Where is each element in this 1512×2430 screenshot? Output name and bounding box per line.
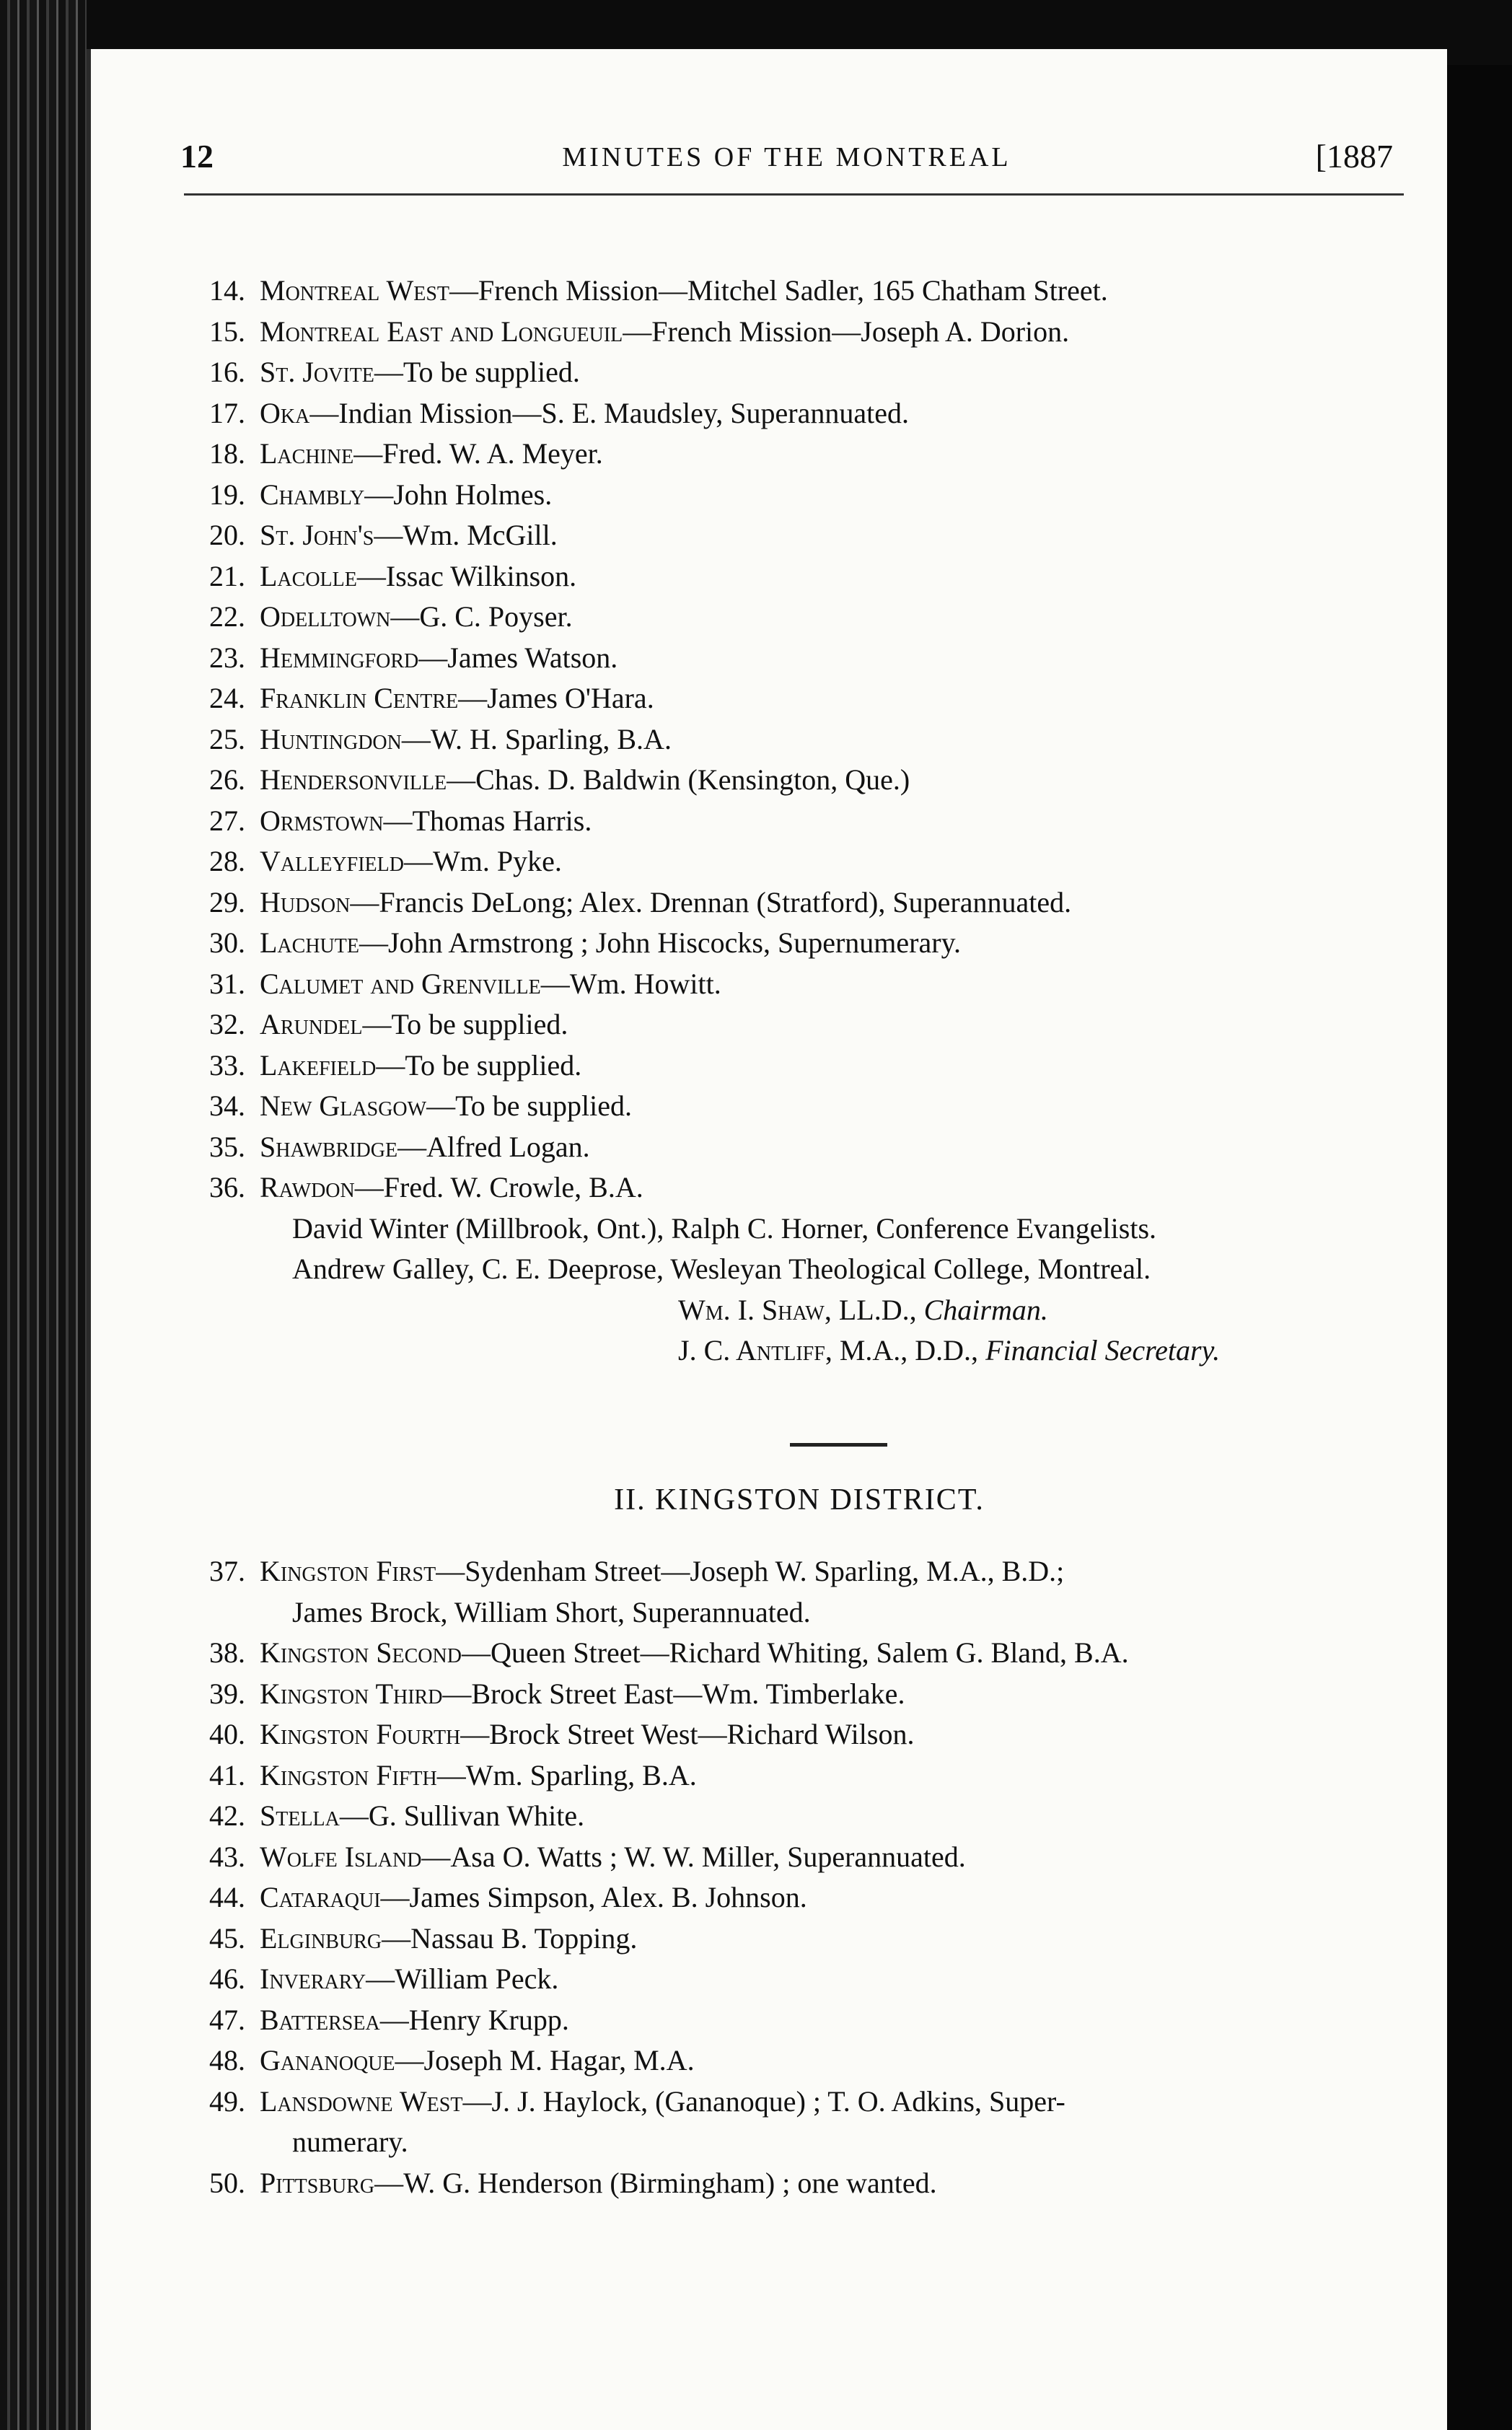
circuit-details: —Wm. McGill. xyxy=(374,519,558,551)
circuit-entry xyxy=(130,2082,1399,2163)
circuit-entry xyxy=(130,597,1399,638)
book-spine xyxy=(0,0,87,2430)
circuit-entry xyxy=(130,312,1399,353)
circuit-entry xyxy=(130,1877,1399,1918)
circuit-name: Battersea xyxy=(260,2003,380,2036)
circuit-entry xyxy=(130,1045,1399,1087)
entry-number: 26. xyxy=(209,763,245,796)
entry-number: 29. xyxy=(209,885,245,918)
circuit-entry xyxy=(130,638,1399,679)
entry-number: 33. xyxy=(209,1048,245,1082)
circuit-name: Inverary xyxy=(260,1962,366,1995)
entry-number: 35. xyxy=(209,1130,245,1163)
entry-number: 20. xyxy=(209,519,245,551)
circuit-entry xyxy=(130,1918,1399,1960)
entry-text xyxy=(260,923,1399,964)
circuit-entry xyxy=(130,1755,1399,1797)
circuit-entry xyxy=(130,2000,1399,2041)
entry-number: 14. xyxy=(209,274,245,307)
circuit-name: Lachute xyxy=(260,926,359,959)
entry-number: 40. xyxy=(209,1718,245,1750)
entry-text xyxy=(260,1674,1399,1715)
district-heading: II. KINGSTON DISTRICT. xyxy=(614,1483,985,1517)
circuit-details: —Joseph M. Hagar, M.A. xyxy=(395,2044,695,2076)
circuit-entry xyxy=(130,1796,1399,1837)
scan-edge xyxy=(1440,65,1512,2430)
circuit-name: Lakefield xyxy=(260,1048,377,1082)
circuit-entry xyxy=(130,1837,1399,1878)
entry-text xyxy=(260,801,1399,842)
circuit-name: Pittsburg xyxy=(260,2166,375,2199)
circuit-details: —Issac Wilkinson. xyxy=(356,559,577,592)
circuit-entry xyxy=(130,556,1399,597)
circuit-entry xyxy=(130,1004,1399,1045)
page-header xyxy=(180,137,1393,188)
entry-text xyxy=(260,1086,1399,1127)
circuit-details: —Fred. W. Crowle, B.A. xyxy=(354,1171,643,1203)
circuit-name: Montreal East and Longueuil xyxy=(260,315,623,348)
signature-role: Chairman. xyxy=(923,1293,1048,1326)
circuit-name: Franklin Centre xyxy=(260,682,459,714)
entry-text xyxy=(260,271,1399,312)
entry-number: 30. xyxy=(209,926,245,959)
entry-text xyxy=(260,719,1399,760)
circuit-details: —Chas. D. Baldwin (Kensington, Que.) xyxy=(447,763,910,796)
entry-number: 50. xyxy=(209,2166,245,2199)
signature-role: Financial Secretary. xyxy=(985,1334,1221,1367)
circuit-details: —John Armstrong ; John Hiscocks, Supernumerary. xyxy=(359,926,961,959)
entry-text xyxy=(260,2163,1399,2204)
entry-number: 28. xyxy=(209,845,245,877)
entry-number: 15. xyxy=(209,315,245,348)
entry-text xyxy=(260,1633,1399,1674)
circuit-entry xyxy=(130,801,1399,842)
entry-number: 16. xyxy=(209,356,245,388)
running-title: MINUTES OF THE MONTREAL xyxy=(562,142,1011,172)
circuit-details: —Fred. W. A. Meyer. xyxy=(353,437,603,470)
entry-text xyxy=(260,556,1399,597)
entry-number: 31. xyxy=(209,967,245,1000)
circuit-entry xyxy=(130,475,1399,516)
circuit-details: —Asa O. Watts ; W. W. Miller, Superannuated. xyxy=(421,1840,966,1873)
circuit-name: Huntingdon xyxy=(260,722,402,755)
circuit-details: —To be supplied. xyxy=(362,1008,568,1040)
circuit-name: Arundel xyxy=(260,1008,363,1040)
circuit-details: —Wm. Howitt. xyxy=(540,967,721,1000)
circuit-entry xyxy=(130,271,1399,312)
circuit-name: Kingston Third xyxy=(260,1677,443,1710)
header-year: [1887 xyxy=(1315,138,1393,175)
circuit-name: Lacolle xyxy=(260,559,357,592)
entry-text xyxy=(260,1877,1399,1918)
entry-text xyxy=(260,393,1399,434)
circuit-name: Elginburg xyxy=(260,1921,382,1955)
circuit-details: —Henry Krupp. xyxy=(379,2003,569,2036)
circuit-name: Kingston Second xyxy=(260,1636,462,1669)
entry-number: 47. xyxy=(209,2003,245,2036)
circuit-entry xyxy=(130,964,1399,1005)
circuit-entry xyxy=(130,1674,1399,1715)
entry-number: 46. xyxy=(209,1962,245,1995)
entry-number: 22. xyxy=(209,600,245,633)
entry-continuation: James Brock, William Short, Superannuated. xyxy=(292,1595,811,1628)
circuit-name: Hudson xyxy=(260,885,351,918)
entry-number: 25. xyxy=(209,722,245,755)
circuit-details: —Wm. Pyke. xyxy=(403,845,562,877)
circuit-name: St. John's xyxy=(260,519,374,551)
circuit-name: Gananoque xyxy=(260,2044,395,2076)
signature-chairman xyxy=(678,1290,1399,1331)
circuit-details: —Brock Street West—Richard Wilson. xyxy=(460,1718,915,1750)
entry-number: 27. xyxy=(209,804,245,837)
entry-text xyxy=(260,1551,1399,1633)
circuit-entry xyxy=(130,719,1399,760)
entry-number: 44. xyxy=(209,1881,245,1913)
entry-number: 41. xyxy=(209,1758,245,1791)
circuit-details: —Thomas Harris. xyxy=(383,804,592,837)
circuit-details: —To be supplied. xyxy=(374,356,580,388)
circuit-details: —Brock Street East—Wm. Timberlake. xyxy=(442,1677,905,1710)
entry-number: 39. xyxy=(209,1677,245,1710)
circuit-details: —Queen Street—Richard Whiting, Salem G. Bland, B.A. xyxy=(461,1636,1129,1669)
entry-text xyxy=(260,1714,1399,1755)
entry-text xyxy=(260,475,1399,516)
entry-text xyxy=(260,760,1399,801)
circuit-details: —W. G. Henderson (Birmingham) ; one wanted. xyxy=(374,2166,937,2199)
entry-text xyxy=(260,964,1399,1005)
entry-number: 43. xyxy=(209,1840,245,1873)
page-number: 12 xyxy=(180,138,214,175)
circuit-details: —G. Sullivan White. xyxy=(339,1799,585,1832)
entry-text xyxy=(260,597,1399,638)
entry-text xyxy=(260,1959,1399,2000)
circuit-details: —James O'Hara. xyxy=(458,682,654,714)
continuation-line: David Winter (Millbrook, Ont.), Ralph C. Horner, Conference Evangelists. xyxy=(292,1211,1157,1245)
circuit-entry xyxy=(130,515,1399,556)
circuit-details: —Sydenham Street—Joseph W. Sparling, M.A., B.D.; xyxy=(436,1555,1065,1587)
entry-text xyxy=(260,1004,1399,1045)
circuit-name: Stella xyxy=(260,1799,340,1832)
circuit-details: —James Simpson, Alex. B. Johnson. xyxy=(380,1881,807,1913)
circuit-name: Valleyfield xyxy=(260,845,404,877)
entry-text xyxy=(260,1127,1399,1168)
entry-text xyxy=(260,1918,1399,1960)
circuit-name: Rawdon xyxy=(260,1171,355,1203)
entry-continuation: numerary. xyxy=(292,2126,408,2158)
entry-number: 49. xyxy=(209,2084,245,2118)
circuit-entry xyxy=(130,760,1399,801)
entry-text xyxy=(260,638,1399,679)
entry-text xyxy=(260,434,1399,475)
entry-number: 37. xyxy=(209,1555,245,1587)
circuit-entry xyxy=(130,882,1399,924)
circuit-entry xyxy=(130,2040,1399,2082)
circuit-list-kingston xyxy=(130,1551,1399,2203)
header-rule xyxy=(184,193,1404,196)
entry-number: 42. xyxy=(209,1799,245,1832)
entry-text xyxy=(260,882,1399,924)
continuation-line: Andrew Galley, C. E. Deeprose, Wesleyan Theological College, Montreal. xyxy=(292,1253,1151,1285)
entry-number: 24. xyxy=(209,682,245,714)
entry-text xyxy=(260,2000,1399,2041)
circuit-entry xyxy=(130,1959,1399,2000)
circuit-name: Calumet and Grenville xyxy=(260,967,541,1000)
circuit-entry xyxy=(130,1633,1399,1674)
circuit-entry xyxy=(130,923,1399,964)
circuit-list-montreal xyxy=(130,271,1399,1372)
circuit-details: —Alfred Logan. xyxy=(397,1130,590,1163)
entry-text xyxy=(260,1796,1399,1837)
circuit-details: —Indian Mission—S. E. Maudsley, Superannuated. xyxy=(309,396,909,429)
entry-number: 36. xyxy=(209,1171,245,1203)
circuit-name: St. Jovite xyxy=(260,356,374,388)
entry-text xyxy=(260,1167,1399,1209)
section-divider xyxy=(790,1443,887,1447)
circuit-name: Hemmingford xyxy=(260,641,419,674)
circuit-name: Hendersonville xyxy=(260,763,447,796)
signature-name: Wm. I. Shaw, LL.D., xyxy=(678,1293,917,1326)
circuit-details: —French Mission—Joseph A. Dorion. xyxy=(623,315,1070,348)
circuit-details: —Wm. Sparling, B.A. xyxy=(436,1758,697,1791)
circuit-name: Cataraqui xyxy=(260,1881,381,1913)
entry-number: 18. xyxy=(209,437,245,470)
entry-text xyxy=(260,312,1399,353)
circuit-details: —G. C. Poyser. xyxy=(390,600,573,633)
entry-number: 19. xyxy=(209,478,245,511)
circuit-details: —To be supplied. xyxy=(426,1089,633,1122)
entry-number: 17. xyxy=(209,396,245,429)
circuit-name: Wolfe Island xyxy=(260,1840,422,1873)
circuit-name: Kingston Fifth xyxy=(260,1758,437,1791)
circuit-name: New Glasgow xyxy=(260,1089,427,1122)
entry-number: 45. xyxy=(209,1921,245,1955)
circuit-entry xyxy=(130,393,1399,434)
circuit-name: Lachine xyxy=(260,437,354,470)
circuit-entry xyxy=(130,1551,1399,1633)
circuit-details: —To be supplied. xyxy=(376,1048,582,1082)
circuit-details: —Francis DeLong; Alex. Drennan (Stratford), Superannuated. xyxy=(350,885,1072,918)
entry-text xyxy=(260,1837,1399,1878)
circuit-name: Shawbridge xyxy=(260,1130,398,1163)
entry-text xyxy=(260,515,1399,556)
signature-name: J. C. Antliff, M.A., D.D., xyxy=(678,1334,979,1367)
circuit-entry xyxy=(130,352,1399,393)
entry-number: 32. xyxy=(209,1008,245,1040)
circuit-details: —John Holmes. xyxy=(364,478,553,511)
entry-text xyxy=(260,678,1399,719)
circuit-name: Oka xyxy=(260,396,310,429)
entry-text xyxy=(260,841,1399,882)
entry-text xyxy=(260,1755,1399,1797)
circuit-name: Kingston First xyxy=(260,1555,436,1587)
circuit-name: Montreal West xyxy=(260,274,450,307)
signature-secretary xyxy=(678,1330,1399,1372)
circuit-details: —James Watson. xyxy=(418,641,618,674)
circuit-entry xyxy=(130,678,1399,719)
entry-text xyxy=(260,2040,1399,2082)
circuit-name: Ormstown xyxy=(260,804,384,837)
circuit-entry xyxy=(130,841,1399,882)
circuit-details: —William Peck. xyxy=(366,1962,559,1995)
entry-number: 38. xyxy=(209,1636,245,1669)
entry-number: 48. xyxy=(209,2044,245,2076)
circuit-entry xyxy=(130,434,1399,475)
circuit-entry xyxy=(130,1086,1399,1127)
entry-text xyxy=(260,1045,1399,1087)
entry-number: 21. xyxy=(209,559,245,592)
entry-text xyxy=(260,352,1399,393)
circuit-name: Kingston Fourth xyxy=(260,1718,461,1750)
circuit-details: —Nassau B. Topping. xyxy=(382,1921,638,1955)
circuit-details: —W. H. Sparling, B.A. xyxy=(401,722,672,755)
circuit-entry xyxy=(130,1714,1399,1755)
circuit-entry xyxy=(130,1167,1399,1209)
circuit-name: Lansdowne West xyxy=(260,2084,463,2118)
entry-text xyxy=(260,2082,1399,2163)
circuit-entry xyxy=(130,1127,1399,1168)
entry-number: 34. xyxy=(209,1089,245,1122)
circuit-details: —J. J. Haylock, (Gananoque) ; T. O. Adkins, Super- xyxy=(462,2084,1065,2118)
circuit-name: Odelltown xyxy=(260,600,391,633)
circuit-entry xyxy=(130,2163,1399,2204)
circuit-name: Chambly xyxy=(260,478,365,511)
entry-number: 23. xyxy=(209,641,245,674)
circuit-details: —French Mission—Mitchel Sadler, 165 Chatham Street. xyxy=(449,274,1108,307)
